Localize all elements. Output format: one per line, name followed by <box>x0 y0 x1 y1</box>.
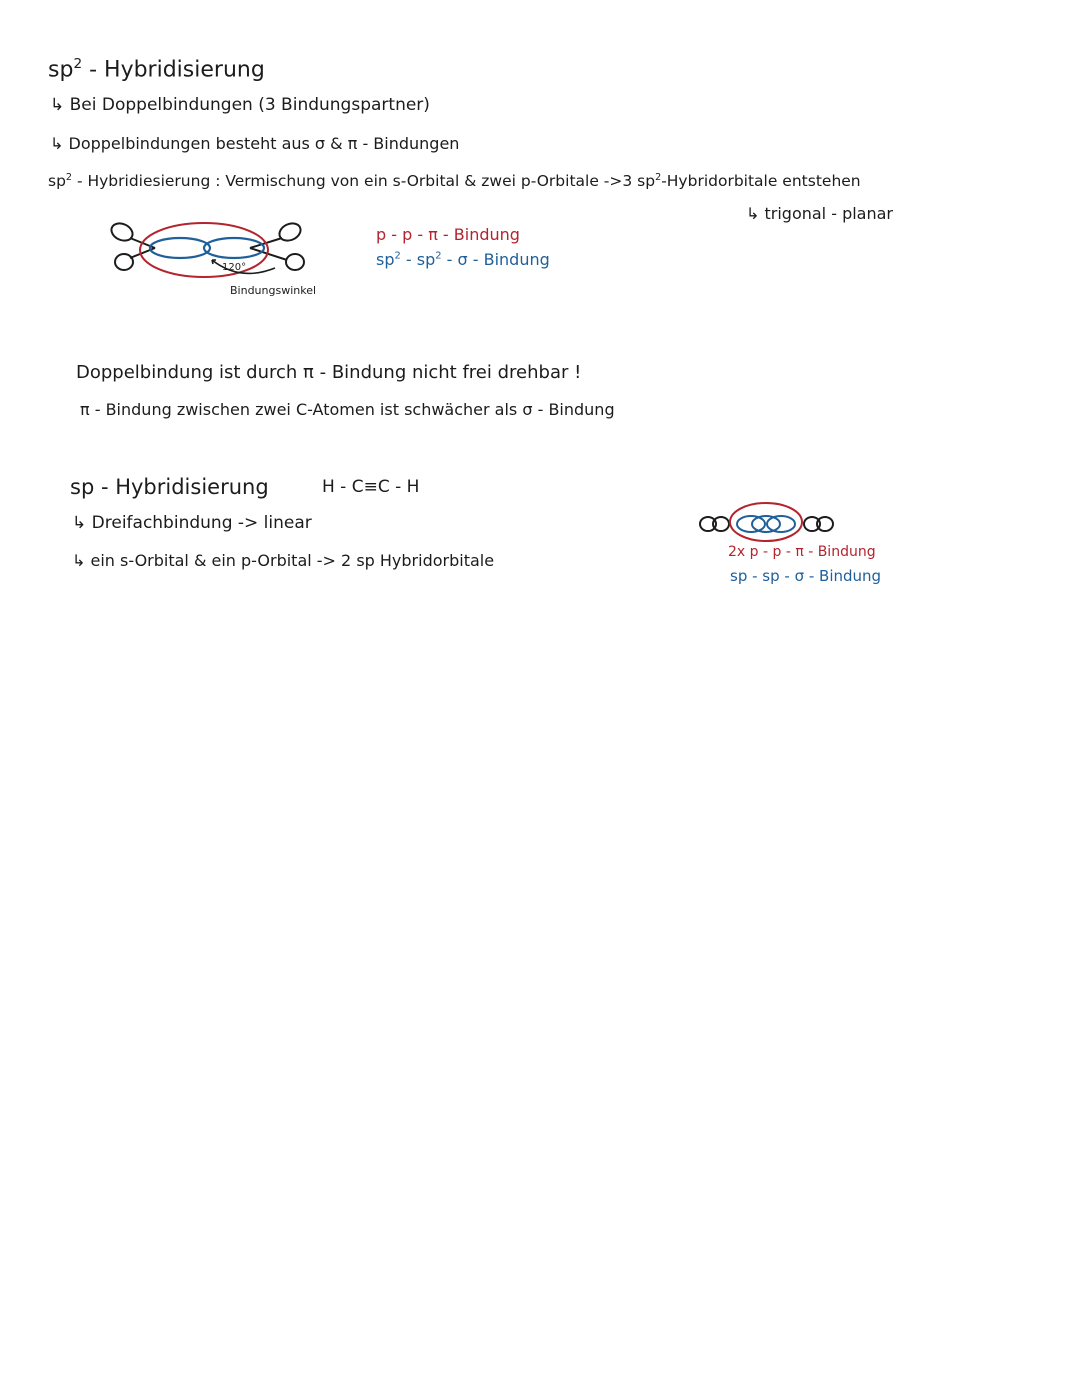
sp2-legend-sigma: $sp^2 - sp^2$ - σ - Bindung <box>376 250 550 269</box>
sigma-overlap-left <box>150 238 210 258</box>
sigma-overlap-right <box>204 238 264 258</box>
sp2-line-bond-types: ↳ Doppelbindungen besteht aus σ & π - Bindungen <box>50 134 460 153</box>
sp-orbital-diagram <box>696 498 846 546</box>
sp-legend-sigma: sp - sp - σ - Bindung <box>730 567 882 585</box>
sp-formula: H - C≡C - H <box>322 477 420 497</box>
sp2-heading: $sp^2$ - Hybridisierung <box>48 56 265 83</box>
bond-angle-label: Bindungswinkel <box>230 284 317 297</box>
sp-line-triple-bond: ↳ Dreifachbindung -> linear <box>72 513 312 533</box>
pi-overlap-outline <box>730 503 802 541</box>
orbital-lobe <box>109 220 136 244</box>
note-rotation: Doppelbindung ist durch π - Bindung nicht frei drehbar ! <box>76 362 582 383</box>
orbital-lobe <box>286 254 304 270</box>
note-strength: π - Bindung zwischen zwei C-Atomen ist schwächer als σ - Bindung <box>80 400 615 419</box>
sp2-line-definition: $sp^2$ - Hybridiesierung : Vermischung von ein s-Orbital & zwei p-Orbitale ->3 $sp^2$-Hybridorbitale entstehen <box>48 172 861 191</box>
bond-angle-value: 120° <box>222 262 247 273</box>
orbital-lobe <box>115 254 133 270</box>
sp2-legend-pi: p - p - π - Bindung <box>376 225 520 244</box>
sp2-line-double-bonds: ↳ Bei Doppelbindungen (3 Bindungspartner) <box>50 95 430 115</box>
sp2-shape: ↳ trigonal - planar <box>746 204 893 223</box>
sp-line-orbitals: ↳ ein s-Orbital & ein p-Orbital -> 2 sp Hybridorbitale <box>72 551 495 570</box>
orbital-lobe <box>277 220 304 244</box>
sp-heading: sp - Hybridisierung <box>70 475 269 499</box>
sp-legend-pi: 2x p - p - π - Bindung <box>728 544 876 560</box>
